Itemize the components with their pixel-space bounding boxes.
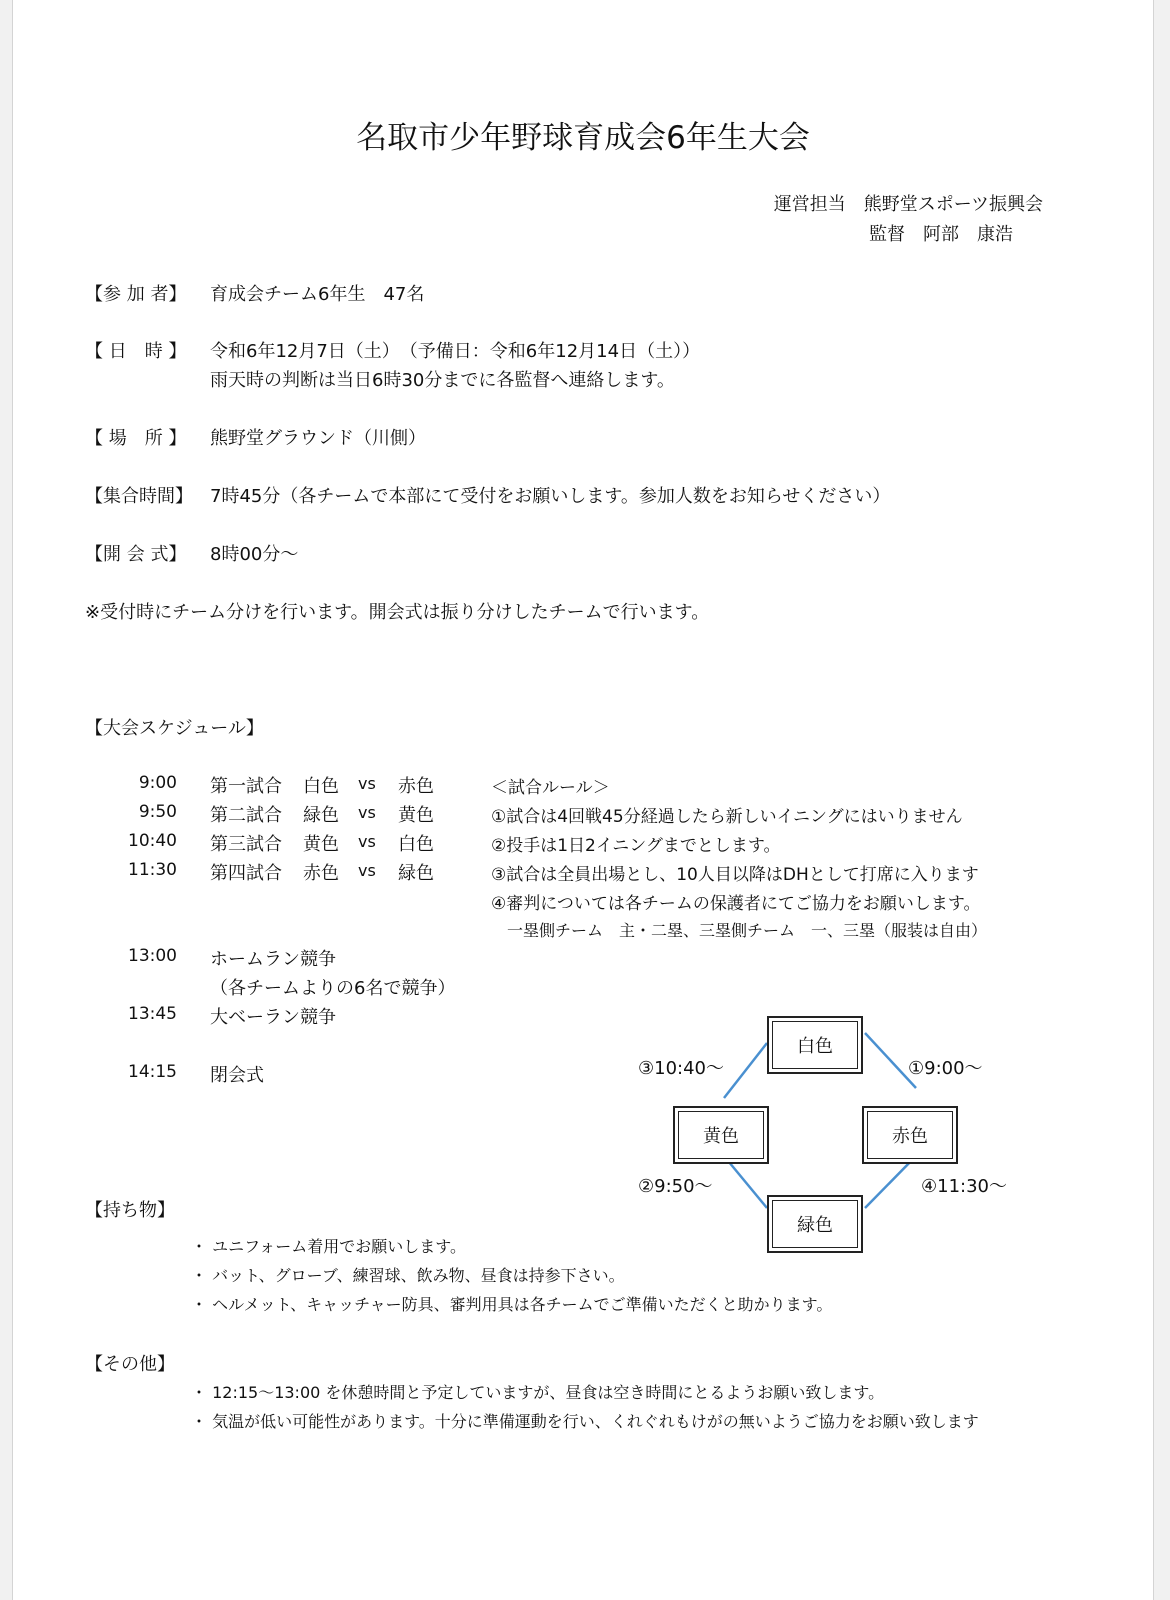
manager-line: 監督 阿部 康浩 bbox=[869, 224, 1013, 245]
game-name: 第三試合 bbox=[210, 834, 282, 855]
diagram-label: ③10:40～ bbox=[638, 1058, 725, 1079]
rule-item: ②投手は1日2イニングまでとします。 bbox=[491, 836, 781, 856]
team-a: 緑色 bbox=[303, 805, 339, 826]
game-name: 第四試合 bbox=[210, 863, 282, 884]
document-title: 名取市少年野球育成会6年生大会 bbox=[356, 120, 810, 156]
event-time: 13:00 bbox=[128, 946, 177, 966]
belongings-item: ・ ヘルメット、キャッチャー防具、審判用具は各チームでご準備いただくと助かります。 bbox=[191, 1295, 833, 1314]
game-name: 第一試合 bbox=[210, 776, 282, 797]
organizer-line: 運営担当 熊野堂スポーツ振興会 bbox=[773, 194, 1043, 215]
schedule-heading: 【大会スケジュール】 bbox=[85, 718, 264, 739]
belongings-item: ・ バット、グローブ、練習球、飲み物、昼食は持参下さい。 bbox=[191, 1266, 625, 1285]
game-time: 9:50 bbox=[138, 802, 177, 822]
team-box-red bbox=[862, 1106, 958, 1164]
rules-heading: ＜試合ルール＞ bbox=[491, 778, 610, 798]
event-name: 閉会式 bbox=[210, 1065, 264, 1086]
diagram-label: ④11:30～ bbox=[921, 1176, 1008, 1197]
document-page bbox=[12, 0, 1154, 1600]
team-b: 黄色 bbox=[398, 805, 434, 826]
team-box-yellow bbox=[673, 1106, 769, 1164]
vs-text: vs bbox=[358, 832, 376, 851]
rule-item: ③試合は全員出場とし、10人目以降はDHとして打席に入ります bbox=[491, 865, 979, 885]
diagram-label: ①9:00～ bbox=[908, 1058, 983, 1079]
participants-value: 育成会チーム6年生 47名 bbox=[210, 284, 425, 305]
game-time: 9:00 bbox=[138, 773, 177, 793]
game-time: 11:30 bbox=[128, 860, 177, 880]
team-box-label: 赤色 bbox=[892, 1126, 928, 1147]
other-heading: 【その他】 bbox=[85, 1354, 175, 1375]
team-a: 黄色 bbox=[303, 834, 339, 855]
vs-text: vs bbox=[358, 774, 376, 793]
diagram-connectors bbox=[13, 0, 1153, 1600]
team-box-label: 白色 bbox=[797, 1036, 833, 1057]
event-name: ホームラン競争 bbox=[210, 949, 336, 970]
belongings-heading: 【持ち物】 bbox=[85, 1200, 175, 1221]
game-name: 第二試合 bbox=[210, 805, 282, 826]
vs-text: vs bbox=[358, 861, 376, 880]
datetime-value: 令和6年12月7日（土） （予備日：令和6年12月14日（土）） bbox=[210, 341, 701, 362]
rain-policy: 雨天時の判断は当日6時30分までに各監督へ連絡します。 bbox=[210, 370, 675, 391]
datetime-label: 【 日 時 】 bbox=[85, 341, 187, 362]
location-label: 【 場 所 】 bbox=[85, 428, 187, 449]
team-a: 赤色 bbox=[303, 863, 339, 884]
team-b: 赤色 bbox=[398, 776, 434, 797]
game-time: 10:40 bbox=[128, 831, 177, 851]
event-name: 大ベーラン競争 bbox=[210, 1007, 336, 1028]
assembly-value: 7時45分（各チームで本部にて受付をお願いします。参加人数をお知らせください） bbox=[210, 486, 891, 507]
team-box-white bbox=[767, 1016, 863, 1074]
location-value: 熊野堂グラウンド（川側） bbox=[210, 428, 426, 449]
vs-text: vs bbox=[358, 803, 376, 822]
rule-item: ①試合は4回戦45分経過したら新しいイニングにはいりません bbox=[491, 807, 963, 827]
other-item: ・ 気温が低い可能性があります。十分に準備運動を行い、くれぐれもけがの無いようご協力をお願い致します bbox=[191, 1412, 979, 1431]
event-detail: （各チームよりの6名で競争） bbox=[210, 978, 456, 999]
connector-line bbox=[724, 1043, 767, 1098]
team-box-label: 黄色 bbox=[703, 1126, 739, 1147]
rule-item: 一塁側チーム 主・二塁、三塁側チーム 一、三塁（服装は自由） bbox=[491, 921, 988, 940]
rule-item: ④審判については各チームの保護者にてご協力をお願いします。 bbox=[491, 894, 981, 914]
other-item: ・ 12:15～13:00 を休憩時間と予定していますが、昼食は空き時間にとるようお願い致します。 bbox=[191, 1383, 885, 1402]
team-a: 白色 bbox=[303, 776, 339, 797]
opening-value: 8時00分～ bbox=[210, 544, 299, 565]
event-time: 13:45 bbox=[128, 1004, 177, 1024]
event-time: 14:15 bbox=[128, 1062, 177, 1082]
participants-label: 【参 加 者】 bbox=[85, 284, 187, 305]
assembly-label: 【集合時間】 bbox=[85, 486, 193, 507]
team-b: 緑色 bbox=[398, 863, 434, 884]
belongings-item: ・ ユニフォーム着用でお願いします。 bbox=[191, 1237, 467, 1256]
team-box-label: 緑色 bbox=[797, 1215, 833, 1236]
team-b: 白色 bbox=[398, 834, 434, 855]
diagram-label: ②9:50～ bbox=[638, 1176, 713, 1197]
opening-label: 【開 会 式】 bbox=[85, 544, 187, 565]
team-box-green bbox=[767, 1195, 863, 1253]
team-notice: ※受付時にチーム分けを行います。開会式は振り分けしたチームで行います。 bbox=[85, 602, 710, 623]
